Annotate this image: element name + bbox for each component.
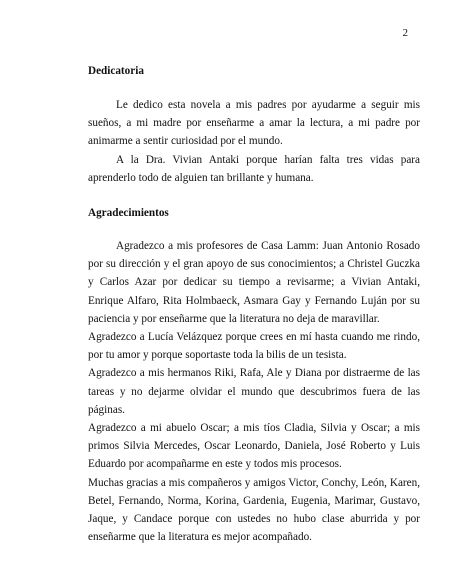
dedicatoria-paragraph-2: A la Dra. Vivian Antaki porque harían falta tres vidas para aprenderlo todo de alguien tan brillante y humana. — [88, 153, 420, 184]
agradecimientos-paragraph-5: Muchas gracias a mis compañeros y amigos Victor, Conchy, León, Karen, Betel, Fernando, Norma, Korina, Gardenia, Eugenia, Marimar, Gustavo, Jaque, y Candace porque con ustedes no hubo clase aburrida y por enseñarme que la literatura es mejor acompañado. — [88, 476, 420, 544]
agradecimientos-section — [88, 237, 420, 546]
dedicatoria-section — [88, 96, 420, 187]
page-number: 2 — [402, 27, 408, 39]
agradecimientos-paragraph-2: Agradezco a Lucía Velázquez porque crees en mí hasta cuando me rindo, por tu amor y porque soportaste toda la bilis de un tesista. — [88, 331, 420, 362]
dedicatoria-heading: Dedicatoria — [88, 65, 144, 77]
agradecimientos-paragraph-4: Agradezco a mi abuelo Oscar; a mis tíos Cladia, Silvia y Oscar; a mis primos Silvia Mercedes, Oscar Leonardo, Daniela, José Roberto y Luis Eduardo por acompañarme en este y todos mis procesos. — [88, 422, 420, 471]
agradecimientos-paragraph-1: Agradezco a mis profesores de Casa Lamm: Juan Antonio Rosado por su dirección y el gran apoyo de sus conocimientos; a Christel Guczka y Carlos Azar por dedicar su tiempo a revisarme; a Vivian Antaki, Enrique Alfaro, Rita Holmbaeck, Asmara Gay y Fernando Luján por su paciencia y por enseñarme que la literatura no deja de maravillar. — [88, 240, 420, 325]
agradecimientos-paragraph-3: Agradezco a mis hermanos Riki, Rafa, Ale y Diana por distraerme de las tareas y no dejarme olvidar el mundo que descubrimos fuera de las páginas. — [88, 367, 420, 416]
dedicatoria-paragraph-1: Le dedico esta novela a mis padres por ayudarme a seguir mis sueños, a mi madre por enseñarme a amar la lectura, a mi padre por animarme a sentir curiosidad por el mundo. — [88, 99, 420, 148]
agradecimientos-heading: Agradecimientos — [88, 207, 169, 219]
